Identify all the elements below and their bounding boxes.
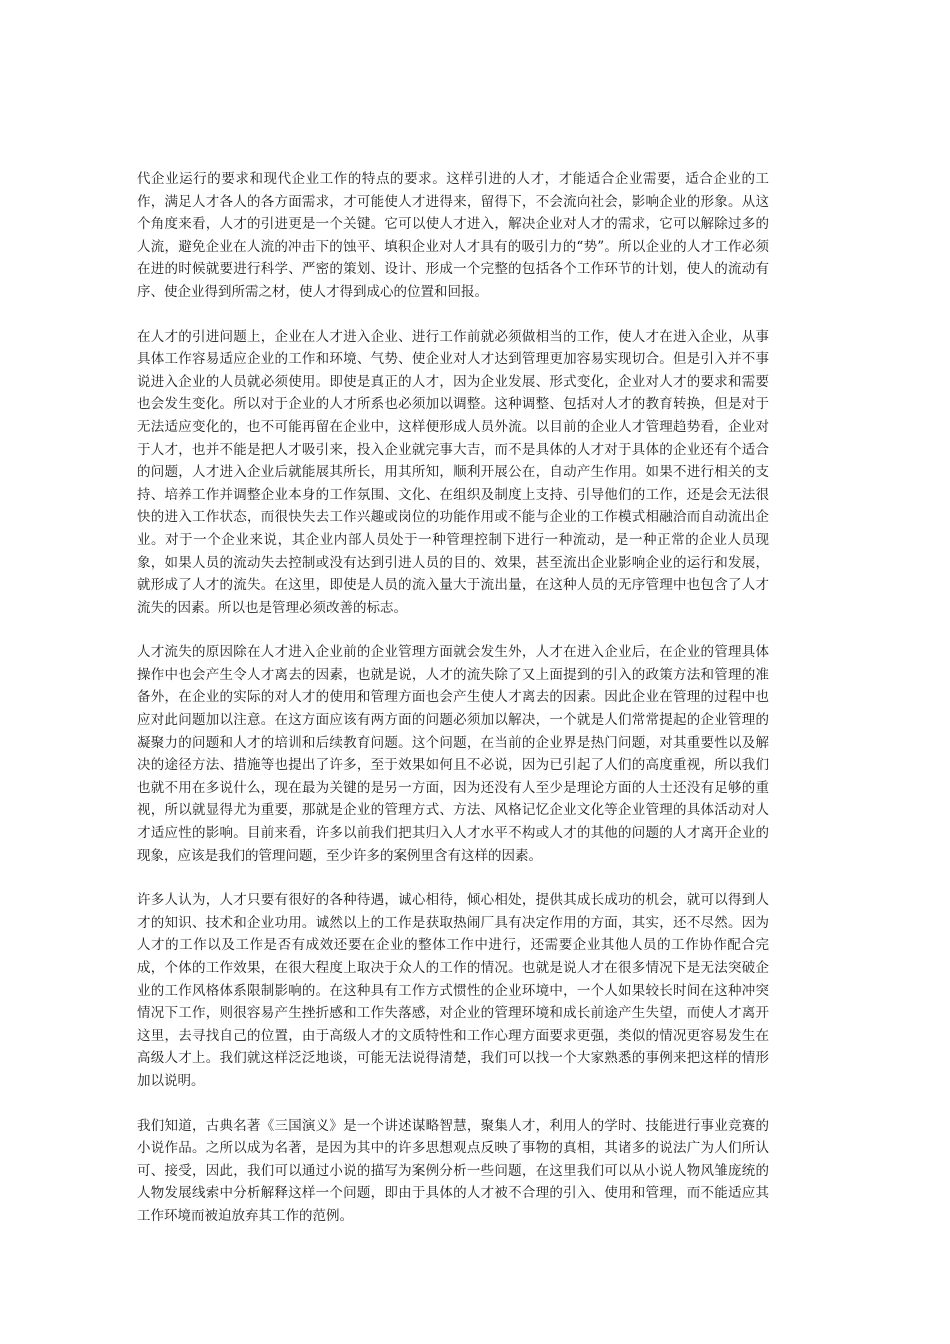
paragraph-5: 我们知道，古典名著《三国演义》是一个讲述谋略智慧，聚集人才，利用人的学时、技能进行事业竞赛的小说作品。之所以成为名著，是因为其中的许多思想观点反映了事物的真相，其诸多的说法广为人们所认可、接受，因此，我们可以通过小说的描写为案例分析一些问题，在这里我们可以从小说人物风雏庞统的人物发展线索中分析解释这样一个问题，即由于具体的人才被不合理的引入、使用和管理，而不能适应其工作环境而被迫放弃其工作的范例。 (137, 1117, 769, 1224)
paragraph-3: 人才流失的原因除在人才进入企业前的企业管理方面就会发生外，人才在进入企业后，在企业的管理具体操作中也会产生令人才离去的因素，也就是说，人才的流失除了又上面提到的引入的政策方法和管理的准备外，在企业的实际的对人才的使用和管理方面也会产生使人才离去的因素。因此企业在管理的过程中也应对此问题加以注意。在这方面应该有两方面的问题必须加以解决，一个就是人们常常提起的企业管理的凝聚力的问题和人才的培训和后续教育问题。这个问题，在当前的企业界是热门问题，对其重要性以及解决的途径方法、措施等也提出了许多，至于效果如何且不必说，因为已引起了人们的高度重视，所以我们也就不用在多说什么，现在最为关键的是另一方面，因为还没有人至少是理论方面的人士还没有足够的重视，所以就显得尤为重要，那就是企业的管理方式、方法、风格记忆企业文化等企业管理的具体活动对人才适应性的影响。目前来看，许多以前我们把其归入人才水平不构或人才的其他的问题的人才离开企业的现象，应该是我们的管理问题，至少许多的案例里含有这样的因素。 (137, 644, 769, 864)
paragraph-1: 代企业运行的要求和现代企业工作的特点的要求。这样引进的人才，才能适合企业需要，适合企业的工作，满足人才各人的各方面需求，才可能使人才进得来，留得下，不会流向社会，影响企业的形象。从这个角度来看，人才的引进更是一个关键。它可以使人才进入，解决企业对人才的需求，它可以解除过多的人流，避免企业在人流的冲击下的蚀平、填积企业对人才具有的吸引力的“势”。所以企业的人才工作必须在进的时候就要进行科学、严密的策划、设计、形成一个完整的包括各个工作环节的计划，使人的流动有序、使企业得到所需之材，使人才得到成心的位置和回报。 (137, 171, 769, 300)
paragraph-2: 在人才的引进问题上，企业在人才进入企业、进行工作前就必须做相当的工作，使人才在进入企业，从事具体工作容易适应企业的工作和环境、气势、使企业对人才达到管理更加容易实现切合。但是引入并不事说进入企业的人员就必须使用。即使是真正的人才，因为企业发展、形式变化，企业对人才的要求和需要也会发生变化。所以对于企业的人才所系也必须加以调整。这种调整、包括对人才的教育转换，但是对于无法适应变化的，也不可能再留在企业中，这样便形成人员外流。以目前的企业人才管理趋势看，企业对于人才，也并不能是把人才吸引来，投入企业就完事大吉，而不是具体的人才对于具体的企业还有个适合的问题，人才进入企业后就能展其所长，用其所知，顺利开展公在，自动产生作用。如果不进行相关的支持、培养工作并调整企业本身的工作氛围、文化、在组织及制度上支持、引导他们的工作，还是会无法很快的进入工作状态，而很快失去工作兴趣或岗位的功能作用或不能与企业的工作模式相融洽而自动流出企业。对于一个企业来说，其企业内部人员处于一种管理控制下进行一种流动，是一种正常的企业人员现象，如果人员的流动失去控制或没有达到引进人员的目的、效果，甚至流出企业影响企业的运行和发展，就形成了人才的流失。在这里，即使是人员的流入量大于流出量，在这种人员的无序管理中也包含了人才流失的因素。所以也是管理必须改善的标志。 (137, 328, 769, 616)
paragraph-4: 许多人认为，人才只要有很好的各种待遇，诚心相待，倾心相处，提供其成长成功的机会，就可以得到人才的知识、技术和企业功用。诚然以上的工作是获取热闹厂具有决定作用的方面，其实，还不尽然。因为人才的工作以及工作是否有成效还要在企业的整体工作中进行，还需要企业其他人员的工作协作配合完成，个体的工作效果，在很大程度上取决于众人的工作的情况。也就是说人才在很多情况下是无法突破企业的工作风格体系限制影响的。在这种具有工作方式惯性的企业环境中，一个人如果较长时间在这种冲突情况下工作，则很容易产生挫折感和工作失落感，对企业的管理环境和成长前途产生失望，而使人才离开这里，去寻找自己的位置，由于高级人才的文质特性和工作心理方面要求更强，类似的情况更容易发生在高级人才上。我们就这样泛泛地谈，可能无法说得清楚，我们可以找一个大家熟悉的事例来把这样的情形加以说明。 (137, 892, 769, 1089)
document-body (137, 168, 769, 1250)
